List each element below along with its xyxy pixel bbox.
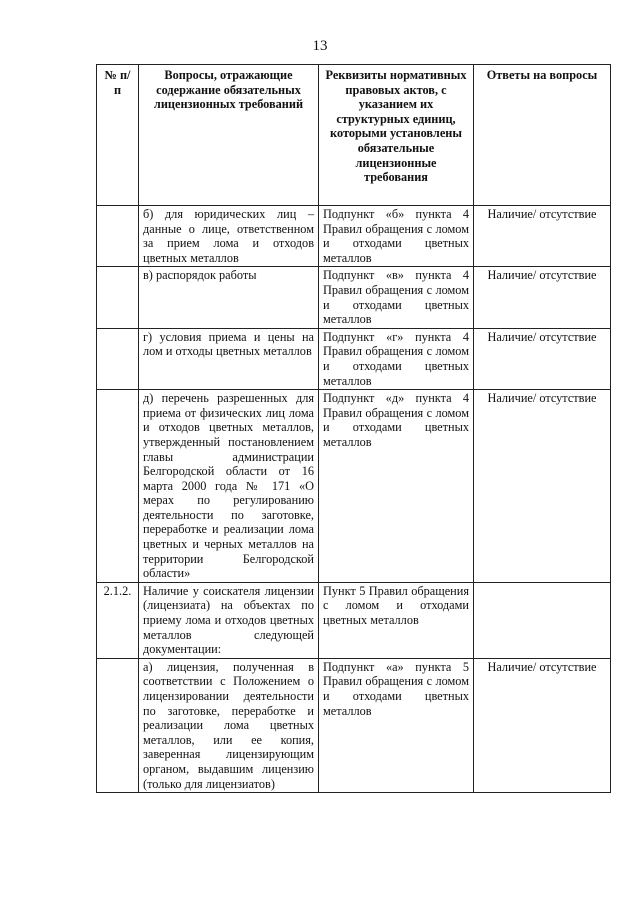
- table-row: [97, 390, 611, 583]
- row-question: б) для юридических лиц – данные о лице, ответственном за прием лома и отходов цветных металлов: [139, 206, 319, 267]
- row-requisites: Подпункт «в» пункта 4 Правил обращения с ломом и отходами цветных металлов: [319, 267, 474, 328]
- row-question: г) условия приема и цены на лом и отходы цветных металлов: [139, 328, 319, 389]
- header-requisites: Реквизиты нормативных правовых актов, с указанием их структурных единиц, которыми установлены обязательные лицензионные требования: [319, 65, 474, 206]
- row-answer: Наличие/ отсутствие: [474, 658, 611, 792]
- table-row: [97, 658, 611, 792]
- table-row: [97, 582, 611, 658]
- header-number: № п/п: [97, 65, 139, 206]
- row-number: [97, 206, 139, 267]
- row-question: а) лицензия, полученная в соответствии с Положением о лицензировании деятельности по заготовке, переработке и реализации лома цветных металлов, или ее копия, заверенная лицензирующим органом, выдавшим лицензию (только для лицензиатов): [139, 658, 319, 792]
- row-answer: Наличие/ отсутствие: [474, 206, 611, 267]
- row-answer: [474, 582, 611, 658]
- row-number: [97, 328, 139, 389]
- requirements-table: [96, 64, 611, 793]
- row-requisites: Пункт 5 Правил обращения с ломом и отходами цветных металлов: [319, 582, 474, 658]
- row-number: [97, 390, 139, 583]
- row-answer: Наличие/ отсутствие: [474, 267, 611, 328]
- row-requisites: Подпункт «д» пункта 4 Правил обращения с ломом и отходами цветных металлов: [319, 390, 474, 583]
- row-question: д) перечень разрешенных для приема от физических лиц лома и отходов цветных металлов, утвержденный постановлением главы администрации Белгородской области от 16 марта 2000 года № 171 «О мерах по регулированию деятельности по заготовке, переработке и реализации лома цветных и черных металлов на территории Белгородской области»: [139, 390, 319, 583]
- row-question: Наличие у соискателя лицензии (лицензиата) на объектах по приему лома и отходов цветных металлов следующей документации:: [139, 582, 319, 658]
- table-row: [97, 267, 611, 328]
- row-requisites: Подпункт «б» пункта 4 Правил обращения с ломом и отходами цветных металлов: [319, 206, 474, 267]
- header-answers: Ответы на вопросы: [474, 65, 611, 206]
- table-row: [97, 206, 611, 267]
- table-header-row: [97, 65, 611, 206]
- row-requisites: Подпункт «а» пункта 5 Правил обращения с ломом и отходами цветных металлов: [319, 658, 474, 792]
- row-number: 2.1.2.: [97, 582, 139, 658]
- row-question: в) распорядок работы: [139, 267, 319, 328]
- row-answer: Наличие/ отсутствие: [474, 390, 611, 583]
- row-answer: Наличие/ отсутствие: [474, 328, 611, 389]
- header-questions: Вопросы, отражающие содержание обязательных лицензионных требований: [139, 65, 319, 206]
- table-row: [97, 328, 611, 389]
- page-number: 13: [312, 38, 328, 54]
- row-number: [97, 267, 139, 328]
- row-requisites: Подпункт «г» пункта 4 Правил обращения с ломом и отходами цветных металлов: [319, 328, 474, 389]
- row-number: [97, 658, 139, 792]
